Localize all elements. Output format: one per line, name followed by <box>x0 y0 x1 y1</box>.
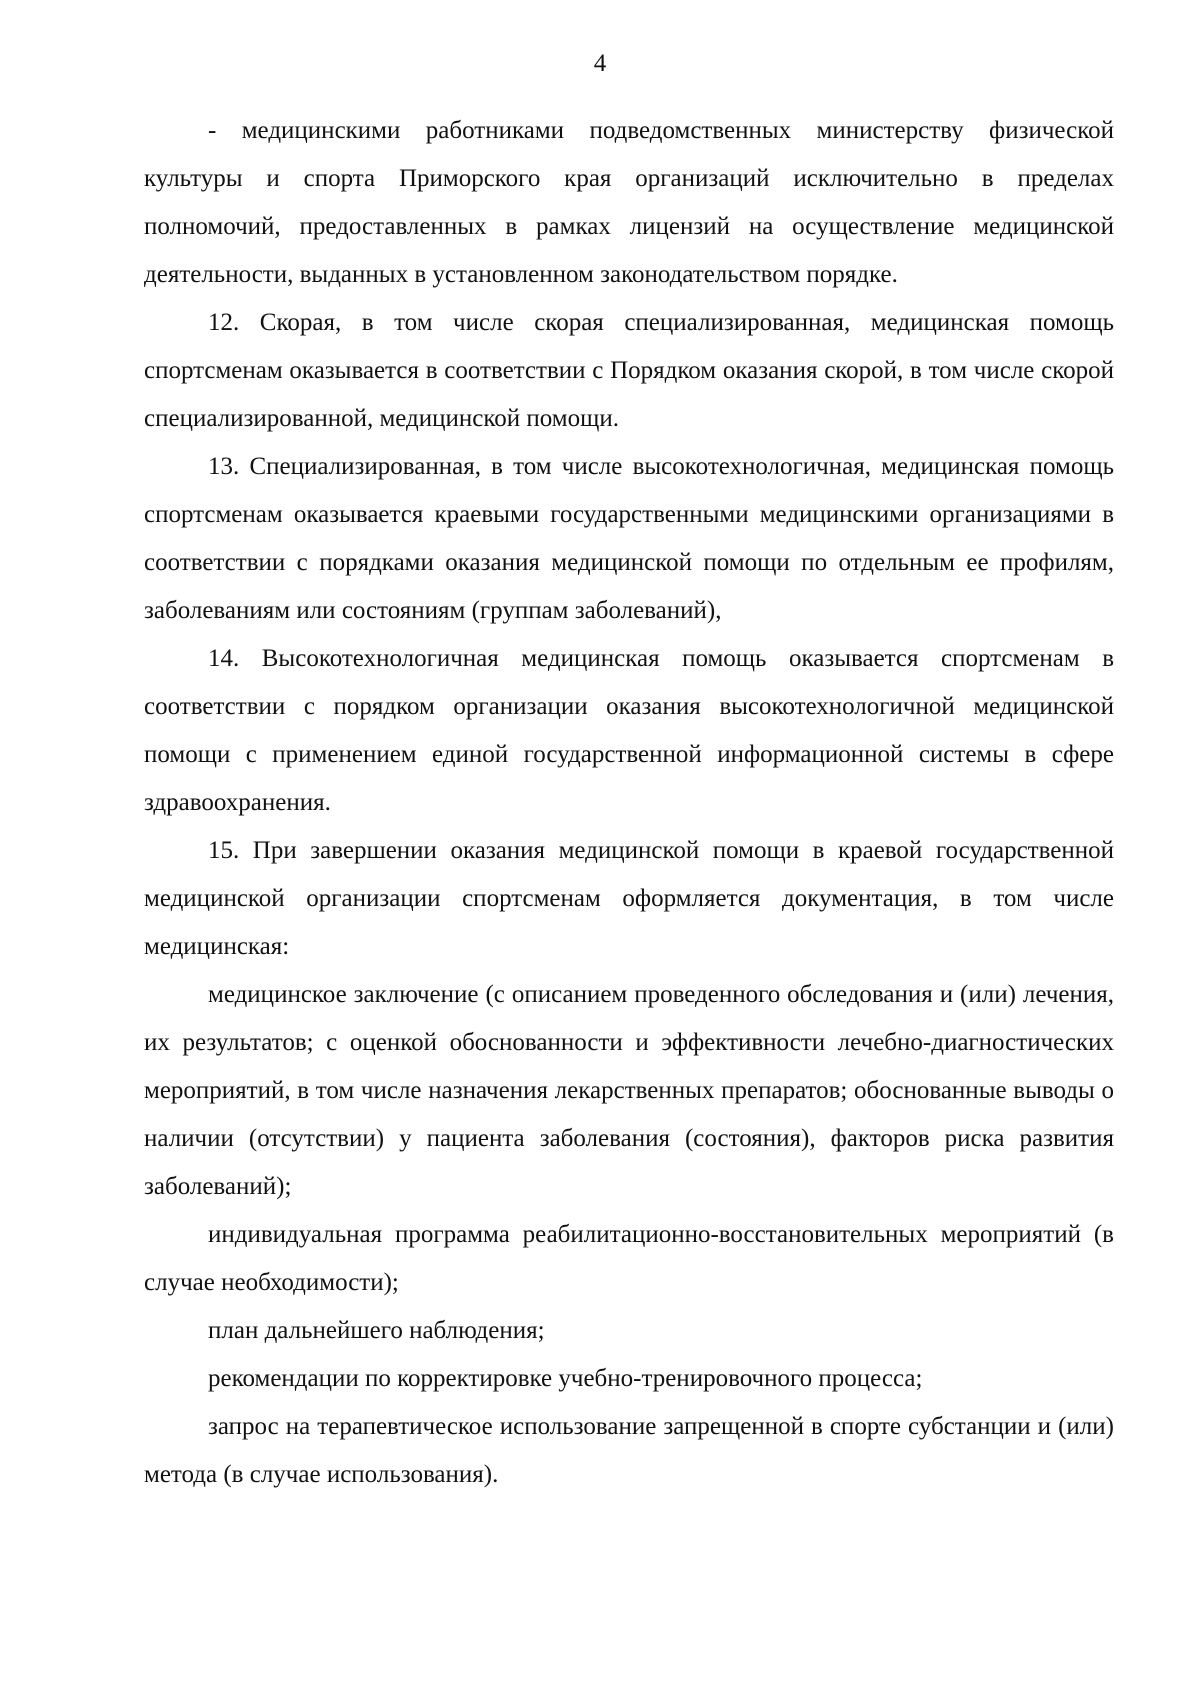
list-item-medical-conclusion: медицинское заключение (с описанием проведенного обследования и (или) лечения, их результатов; с оценкой обоснованности и эффективности лечебно-диагностических мероприятий, в том числе назначения лекарственных препаратов; обоснованные выводы о наличии (отсутствии) у пациента заболевания (состояния), факторов риска развития заболеваний); <box>144 981 1114 1200</box>
document-body <box>144 107 1114 1499</box>
paragraph-14-high-tech-care: 14. Высокотехнологичная медицинская помощь оказывается спортсменам в соответствии с порядком организации оказания высокотехнологичной медицинской помощи с применением единой государственной информационной системы в сфере здравоохранения. <box>144 645 1114 816</box>
paragraph-15-documentation: 15. При завершении оказания медицинской помощи в краевой государственной медицинской организации спортсменам оформляется документация, в том числе медицинская: <box>144 837 1114 960</box>
paragraph-13-specialized-care: 13. Специализированная, в том числе высокотехнологичная, медицинская помощь спортсменам оказывается краевыми государственными медицинскими организациями в соответствии с порядками оказания медицинской помощи по отдельным ее профилям, заболеваниям или состояниям (группам заболеваний), <box>144 453 1114 624</box>
paragraph-12-emergency-care: 12. Скорая, в том числе скорая специализированная, медицинская помощь спортсменам оказывается в соответствии с Порядком оказания скорой, в том числе скорой специализированной, медицинской помощи. <box>144 309 1114 432</box>
list-item-observation-plan: план дальнейшего наблюдения; <box>208 1317 545 1344</box>
list-item-therapeutic-use-request: запрос на терапевтическое использование запрещенной в спорте субстанции и (или) метода (в случае использования). <box>144 1413 1114 1488</box>
paragraph-medical-workers: - медицинскими работниками подведомственных министерству физической культуры и спорта Приморского края организаций исключительно в пределах полномочий, предоставленных в рамках лицензий на осуществление медицинской деятельности, выданных в установленном законодательством порядке. <box>144 117 1114 288</box>
list-item-training-recommendations: рекомендации по корректировке учебно-тренировочного процесса; <box>208 1365 923 1392</box>
list-item-rehab-program: индивидуальная программа реабилитационно-восстановительных мероприятий (в случае необходимости); <box>144 1221 1114 1296</box>
page-number: 4 <box>593 50 607 77</box>
